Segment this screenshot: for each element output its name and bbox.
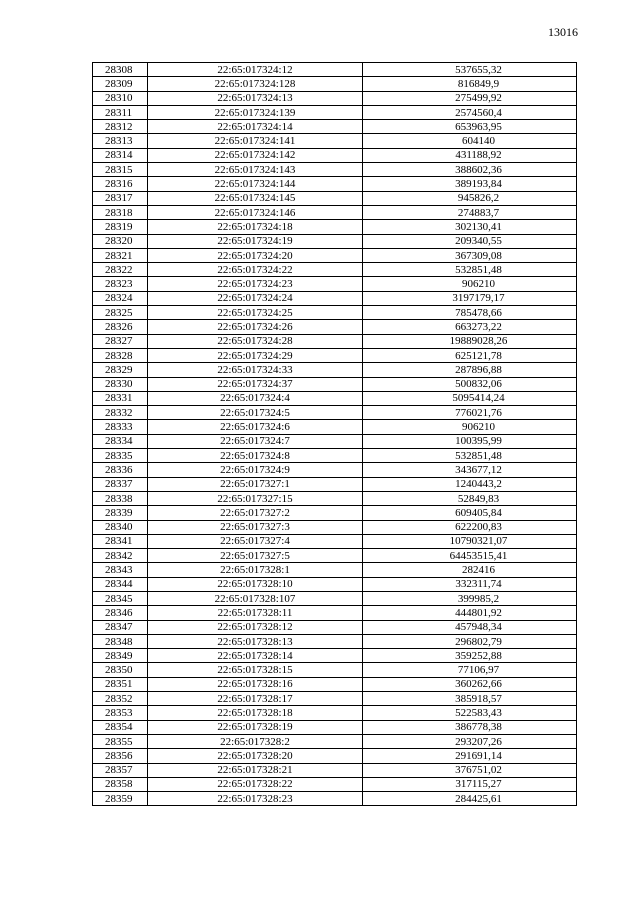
row-number-cell: 28359 [93,792,148,806]
cadastral-number-cell: 22:65:017324:128 [148,77,363,91]
cadastral-number-cell: 22:65:017324:143 [148,163,363,177]
cadastral-number-cell: 22:65:017328:17 [148,692,363,706]
row-number-cell: 28337 [93,477,148,491]
row-number-cell: 28326 [93,320,148,334]
cadastral-number-cell: 22:65:017324:139 [148,105,363,119]
cadastral-number-cell: 22:65:017324:18 [148,220,363,234]
cadastral-value-cell: 5095414,24 [363,391,577,405]
cadastral-number-cell: 22:65:017328:16 [148,677,363,691]
row-number-cell: 28309 [93,77,148,91]
cadastral-value-cell: 332311,74 [363,577,577,591]
row-number-cell: 28355 [93,734,148,748]
table-row [93,734,577,748]
row-number-cell: 28311 [93,105,148,119]
cadastral-number-cell: 22:65:017328:20 [148,749,363,763]
table-row [93,792,577,806]
table-row [93,377,577,391]
cadastral-number-cell: 22:65:017328:1 [148,563,363,577]
cadastral-number-cell: 22:65:017328:13 [148,634,363,648]
row-number-cell: 28353 [93,706,148,720]
cadastral-number-cell: 22:65:017328:22 [148,777,363,791]
row-number-cell: 28318 [93,205,148,219]
cadastral-value-cell: 389193,84 [363,177,577,191]
row-number-cell: 28316 [93,177,148,191]
cadastral-number-cell: 22:65:017324:142 [148,148,363,162]
cadastral-number-cell: 22:65:017324:12 [148,63,363,77]
table-row [93,177,577,191]
cadastral-number-cell: 22:65:017324:145 [148,191,363,205]
table-row [93,120,577,134]
row-number-cell: 28342 [93,549,148,563]
cadastral-number-cell: 22:65:017324:13 [148,91,363,105]
cadastral-number-cell: 22:65:017324:4 [148,391,363,405]
cadastral-value-cell: 500832,06 [363,377,577,391]
table-row [93,692,577,706]
cadastral-value-cell: 274883,7 [363,205,577,219]
row-number-cell: 28357 [93,763,148,777]
cadastral-value-cell: 906210 [363,277,577,291]
table-row [93,534,577,548]
cadastral-value-cell: 945826,2 [363,191,577,205]
cadastral-number-cell: 22:65:017328:23 [148,792,363,806]
table-row [93,77,577,91]
row-number-cell: 28335 [93,449,148,463]
table-row [93,477,577,491]
row-number-cell: 28356 [93,749,148,763]
cadastral-number-cell: 22:65:017324:141 [148,134,363,148]
cadastral-number-cell: 22:65:017324:146 [148,205,363,219]
cadastral-value-cell: 785478,66 [363,306,577,320]
row-number-cell: 28333 [93,420,148,434]
row-number-cell: 28321 [93,248,148,262]
table-row [93,391,577,405]
cadastral-value-cell: 302130,41 [363,220,577,234]
table-row [93,706,577,720]
cadastral-number-cell: 22:65:017324:5 [148,406,363,420]
cadastral-value-cell: 64453515,41 [363,549,577,563]
row-number-cell: 28336 [93,463,148,477]
cadastral-value-cell: 209340,55 [363,234,577,248]
cadastral-value-cell: 386778,38 [363,720,577,734]
cadastral-number-cell: 22:65:017324:29 [148,348,363,362]
cadastral-number-cell: 22:65:017327:5 [148,549,363,563]
row-number-cell: 28325 [93,306,148,320]
table-row [93,363,577,377]
cadastral-number-cell: 22:65:017328:18 [148,706,363,720]
cadastral-number-cell: 22:65:017324:28 [148,334,363,348]
cadastral-number-cell: 22:65:017328:2 [148,734,363,748]
cadastral-value-cell: 360262,66 [363,677,577,691]
row-number-cell: 28314 [93,148,148,162]
cadastral-value-cell: 317115,27 [363,777,577,791]
table-row [93,749,577,763]
table-row [93,591,577,605]
table-row [93,520,577,534]
cadastral-value-cell: 653963,95 [363,120,577,134]
table-row [93,320,577,334]
cadastral-number-cell: 22:65:017324:7 [148,434,363,448]
cadastral-value-cell: 376751,02 [363,763,577,777]
table-row [93,549,577,563]
page-number: 13016 [548,25,578,39]
cadastral-number-cell: 22:65:017328:14 [148,649,363,663]
cadastral-number-cell: 22:65:017324:144 [148,177,363,191]
row-number-cell: 28349 [93,649,148,663]
row-number-cell: 28332 [93,406,148,420]
cadastral-number-cell: 22:65:017324:20 [148,248,363,262]
cadastral-number-cell: 22:65:017324:33 [148,363,363,377]
cadastral-value-cell: 625121,78 [363,348,577,362]
row-number-cell: 28334 [93,434,148,448]
table-body [93,63,577,806]
table-row [93,91,577,105]
row-number-cell: 28348 [93,634,148,648]
cadastral-value-cell: 431188,92 [363,148,577,162]
row-number-cell: 28345 [93,591,148,605]
table-row [93,191,577,205]
table-row [93,763,577,777]
cadastral-value-cell: 3197179,17 [363,291,577,305]
cadastral-value-cell: 19889028,26 [363,334,577,348]
cadastral-value-cell: 522583,43 [363,706,577,720]
cadastral-number-cell: 22:65:017327:1 [148,477,363,491]
row-number-cell: 28339 [93,506,148,520]
table-row [93,163,577,177]
table-row [93,220,577,234]
cadastral-value-cell: 275499,92 [363,91,577,105]
row-number-cell: 28343 [93,563,148,577]
table-row [93,606,577,620]
row-number-cell: 28322 [93,263,148,277]
cadastral-number-cell: 22:65:017324:26 [148,320,363,334]
cadastral-number-cell: 22:65:017324:25 [148,306,363,320]
cadastral-value-cell: 816849,9 [363,77,577,91]
row-number-cell: 28344 [93,577,148,591]
table-row [93,634,577,648]
row-number-cell: 28317 [93,191,148,205]
cadastral-number-cell: 22:65:017324:37 [148,377,363,391]
cadastral-number-cell: 22:65:017324:14 [148,120,363,134]
cadastral-value-cell: 906210 [363,420,577,434]
cadastral-value-cell: 293207,26 [363,734,577,748]
row-number-cell: 28341 [93,534,148,548]
row-number-cell: 28324 [93,291,148,305]
cadastral-number-cell: 22:65:017324:8 [148,449,363,463]
cadastral-value-cell: 385918,57 [363,692,577,706]
table-row [93,306,577,320]
cadastral-value-cell: 604140 [363,134,577,148]
table-row [93,720,577,734]
row-number-cell: 28330 [93,377,148,391]
cadastral-value-cell: 77106,97 [363,663,577,677]
cadastral-value-cell: 444801,92 [363,606,577,620]
cadastral-number-cell: 22:65:017327:15 [148,491,363,505]
row-number-cell: 28346 [93,606,148,620]
table-row [93,234,577,248]
row-number-cell: 28308 [93,63,148,77]
cadastral-value-cell: 52849,83 [363,491,577,505]
cadastral-value-cell: 367309,08 [363,248,577,262]
cadastral-value-cell: 10790321,07 [363,534,577,548]
cadastral-value-cell: 282416 [363,563,577,577]
row-number-cell: 28340 [93,520,148,534]
cadastral-value-cell: 296802,79 [363,634,577,648]
table-row [93,263,577,277]
table-row [93,577,577,591]
table-row [93,420,577,434]
row-number-cell: 28327 [93,334,148,348]
cadastral-value-cell: 343677,12 [363,463,577,477]
table-row [93,348,577,362]
row-number-cell: 28354 [93,720,148,734]
cadastral-value-cell: 284425,61 [363,792,577,806]
cadastral-value-cell: 457948,34 [363,620,577,634]
row-number-cell: 28313 [93,134,148,148]
cadastral-number-cell: 22:65:017328:10 [148,577,363,591]
cadastral-value-cell: 776021,76 [363,406,577,420]
cadastral-value-cell: 359252,88 [363,649,577,663]
row-number-cell: 28329 [93,363,148,377]
row-number-cell: 28358 [93,777,148,791]
row-number-cell: 28310 [93,91,148,105]
row-number-cell: 28320 [93,234,148,248]
cadastral-number-cell: 22:65:017328:107 [148,591,363,605]
cadastral-number-cell: 22:65:017328:11 [148,606,363,620]
cadastral-number-cell: 22:65:017328:19 [148,720,363,734]
table-row [93,506,577,520]
table-row [93,777,577,791]
cadastral-number-cell: 22:65:017327:3 [148,520,363,534]
cadastral-number-cell: 22:65:017324:9 [148,463,363,477]
cadastral-number-cell: 22:65:017328:12 [148,620,363,634]
cadastral-value-cell: 388602,36 [363,163,577,177]
cadastral-number-cell: 22:65:017328:21 [148,763,363,777]
cadastral-number-cell: 22:65:017324:24 [148,291,363,305]
row-number-cell: 28328 [93,348,148,362]
table-row [93,134,577,148]
table-row [93,491,577,505]
table-row [93,248,577,262]
table-row [93,148,577,162]
table-row [93,449,577,463]
table-row [93,463,577,477]
table-row [93,663,577,677]
cadastral-value-cell: 532851,48 [363,449,577,463]
row-number-cell: 28331 [93,391,148,405]
cadastral-number-cell: 22:65:017324:22 [148,263,363,277]
cadastral-value-cell: 622200,83 [363,520,577,534]
row-number-cell: 28315 [93,163,148,177]
table-row [93,291,577,305]
cadastral-value-cell: 287896,88 [363,363,577,377]
table-row [93,563,577,577]
cadastral-number-cell: 22:65:017324:23 [148,277,363,291]
row-number-cell: 28338 [93,491,148,505]
cadastral-number-cell: 22:65:017327:2 [148,506,363,520]
table-row [93,406,577,420]
row-number-cell: 28312 [93,120,148,134]
cadastral-value-table [92,62,577,806]
cadastral-value-cell: 609405,84 [363,506,577,520]
table-row [93,277,577,291]
cadastral-value-cell: 100395,99 [363,434,577,448]
cadastral-value-cell: 663273,22 [363,320,577,334]
table-row [93,205,577,219]
row-number-cell: 28352 [93,692,148,706]
cadastral-number-cell: 22:65:017328:15 [148,663,363,677]
table-row [93,620,577,634]
table-row [93,649,577,663]
row-number-cell: 28323 [93,277,148,291]
table-row [93,105,577,119]
cadastral-value-cell: 537655,32 [363,63,577,77]
cadastral-number-cell: 22:65:017327:4 [148,534,363,548]
table-row [93,677,577,691]
row-number-cell: 28351 [93,677,148,691]
row-number-cell: 28319 [93,220,148,234]
row-number-cell: 28347 [93,620,148,634]
row-number-cell: 28350 [93,663,148,677]
cadastral-number-cell: 22:65:017324:19 [148,234,363,248]
cadastral-value-cell: 532851,48 [363,263,577,277]
cadastral-value-cell: 1240443,2 [363,477,577,491]
cadastral-number-cell: 22:65:017324:6 [148,420,363,434]
table-row [93,63,577,77]
cadastral-value-cell: 2574560,4 [363,105,577,119]
cadastral-value-cell: 399985,2 [363,591,577,605]
table-row [93,434,577,448]
cadastral-value-cell: 291691,14 [363,749,577,763]
table-row [93,334,577,348]
